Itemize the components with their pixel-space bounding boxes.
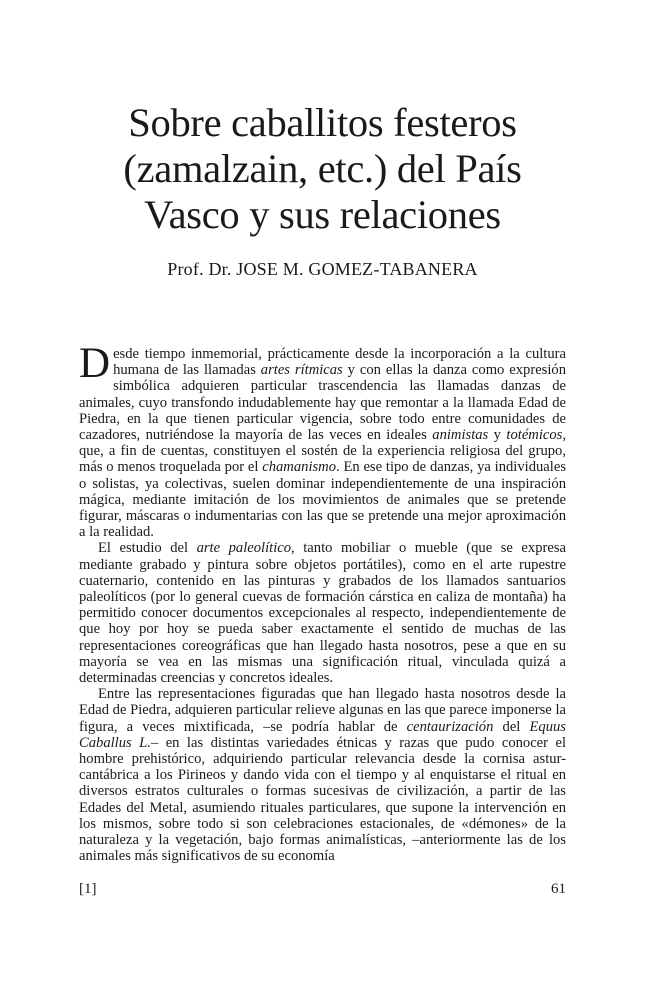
text-run: , tanto mobiliar o mueble (que se expresa mediante grabado y pintura sobre objetos portátiles), como en el arte rupestre cuaternario, contenido en las pinturas y grabados de los llamados santuarios paleolíticos (por lo general cuevas de formación cárstica en caliza de montaña) ha permitido conocer documentos excepcionales al respecto, independientemente de que hoy por hoy se pueda saber exactamente el sentido de muchas de las representaciones coreográficas que han llegado hasta nosotros, pese a que en su mayoría se vea en las mismas una significación ritual, vinculada quizá a determinadas creencias y concretos ideales. bbox=[79, 540, 566, 687]
article-title bbox=[60, 100, 585, 238]
text-run: . En ese tipo de danzas, ya individuales o solistas, ya colectivas, suelen dominar independientemente de una inspiración mágica, mediante imitación de los movimientos de animales que se pretende figurar, máscaras o indumentarias con las que se pretende una mejor aproximación a la realidad. bbox=[79, 459, 566, 541]
italic-text: animistas bbox=[432, 427, 489, 444]
footnote-marker: [1] bbox=[79, 881, 97, 897]
italic-text: arte paleolítico bbox=[196, 540, 292, 557]
text-run: y bbox=[488, 427, 507, 444]
article-body bbox=[79, 340, 567, 865]
text-run: esde tiempo inmemorial, prácticamente desde la incorporación a la cultura humana de las llamadas bbox=[113, 346, 566, 379]
text-run: del bbox=[493, 718, 530, 735]
drop-cap: D bbox=[79, 340, 111, 387]
title-line: Vasco y sus relaciones bbox=[144, 192, 501, 237]
italic-text: chamanismo bbox=[262, 459, 337, 476]
page-number: 61 bbox=[551, 881, 566, 897]
text-run: Entre las representaciones figuradas que han llegado hasta nosotros desde la Edad de Piedra, adquieren particular relieve algunas en las que parece imponerse la figura, a veces mixtificada, –se podría hablar de bbox=[79, 686, 566, 735]
author-byline: Prof. Dr. JOSE M. GOMEZ-TABANERA bbox=[167, 259, 478, 279]
text-run: y con ellas la danza como expresión simbólica adquieren particular trascendencia las llamadas danzas de animales, cuyo transfondo indudablemente hay que remontar a la llamada Edad de Piedra, en la que tienen particular vigencia, sobre todo entre comunidades de cazadores, nutriéndose la mayoría de las veces en ideales bbox=[79, 362, 567, 444]
title-line: (zamalzain, etc.) del País bbox=[123, 146, 522, 191]
text-run: El estudio del bbox=[98, 540, 197, 557]
italic-text: totémicos bbox=[506, 427, 563, 444]
italic-text: artes rítmicas bbox=[260, 362, 343, 379]
paragraph bbox=[79, 686, 566, 864]
text-run: , que, a fin de cuentas, constituyen el sostén de la experiencia religiosa del grupo, más o menos troquelada por el bbox=[79, 427, 567, 476]
title-line: Sobre caballitos festeros bbox=[128, 100, 517, 145]
italic-text: centaurización bbox=[406, 718, 494, 735]
paragraph bbox=[79, 340, 567, 541]
italic-text: Equus Caballus L. bbox=[79, 718, 566, 751]
text-run: – en las distintas variedades étnicas y razas que pudo conocer el hombre prehistórico, adquiriendo particular relevancia desde la cornisa astur-cantábrica a los Pirineos y dando vida con el tiempo y al enquistarse el ritual en diversos estratos culturales o formas sucesivas de civilización, a partir de las Edades del Metal, asumiendo rituales particulares, que supone la intervención en los mismos, sobre todo si son celebraciones estacionales, de «démones» de la naturaleza y la vegetación, bajo formas animalísticas, –anteriormente las de los animales más significativos de su economía bbox=[79, 734, 567, 865]
paragraph bbox=[79, 540, 566, 686]
